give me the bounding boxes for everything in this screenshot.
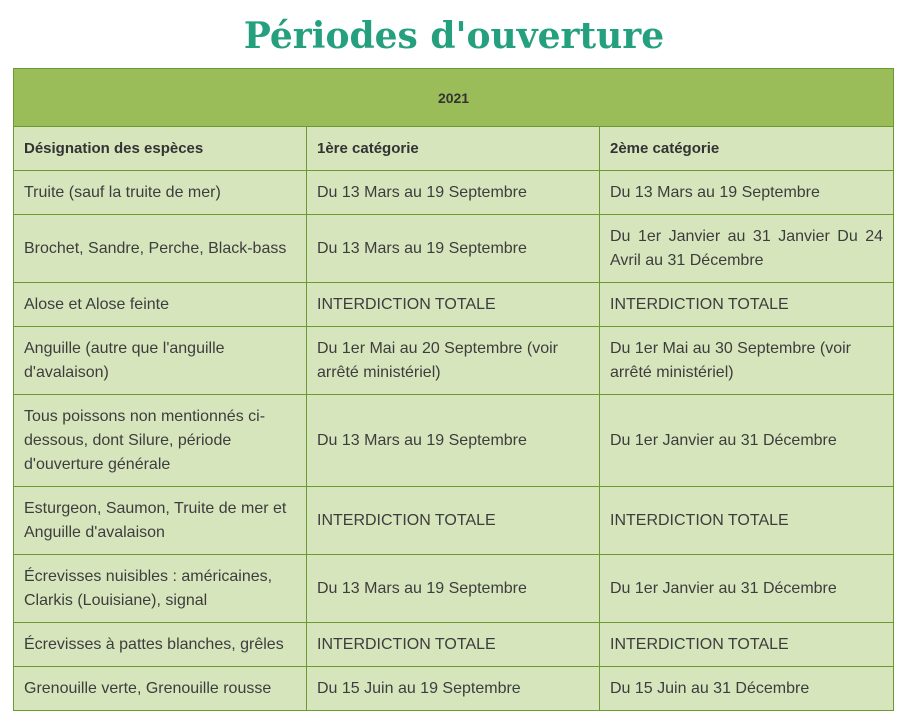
column-header-category-2: 2ème catégorie <box>600 127 894 171</box>
category-2-period-cell: Du 1er Janvier au 31 Janvier Du 24 Avril au 31 Décembre <box>600 215 894 283</box>
table-row <box>14 487 894 555</box>
category-2-period-cell: Du 1er Mai au 30 Septembre (voir arrêté ministériel) <box>600 327 894 395</box>
category-2-period-cell: Du 1er Janvier au 31 Décembre <box>600 395 894 487</box>
category-2-period-cell: INTERDICTION TOTALE <box>600 623 894 667</box>
species-cell: Anguille (autre que l'anguille d'avalaison) <box>14 327 307 395</box>
species-cell: Écrevisses à pattes blanches, grêles <box>14 623 307 667</box>
category-1-period-cell: Du 13 Mars au 19 Septembre <box>307 555 600 623</box>
species-cell: Tous poissons non mentionnés ci-dessous, dont Silure, période d'ouverture générale <box>14 395 307 487</box>
category-1-period-cell: INTERDICTION TOTALE <box>307 623 600 667</box>
category-2-period-cell: Du 13 Mars au 19 Septembre <box>600 171 894 215</box>
table-row <box>14 215 894 283</box>
column-header-species: Désignation des espèces <box>14 127 307 171</box>
species-cell: Grenouille verte, Grenouille rousse <box>14 667 307 711</box>
column-header-row <box>14 127 894 171</box>
column-header-category-1: 1ère catégorie <box>307 127 600 171</box>
category-1-period-cell: Du 15 Juin au 19 Septembre <box>307 667 600 711</box>
table-row <box>14 555 894 623</box>
table-row <box>14 667 894 711</box>
category-2-period-cell: INTERDICTION TOTALE <box>600 283 894 327</box>
category-2-period-cell: INTERDICTION TOTALE <box>600 487 894 555</box>
table-row <box>14 171 894 215</box>
year-header-cell: 2021 <box>14 69 894 127</box>
category-2-period-cell: Du 15 Juin au 31 Décembre <box>600 667 894 711</box>
opening-periods-table <box>13 68 894 711</box>
category-1-period-cell: INTERDICTION TOTALE <box>307 487 600 555</box>
species-cell: Truite (sauf la truite de mer) <box>14 171 307 215</box>
species-cell: Alose et Alose feinte <box>14 283 307 327</box>
category-1-period-cell: Du 13 Mars au 19 Septembre <box>307 171 600 215</box>
species-cell: Écrevisses nuisibles : américaines, Clarkis (Louisiane), signal <box>14 555 307 623</box>
table-row <box>14 395 894 487</box>
category-2-period-cell: Du 1er Janvier au 31 Décembre <box>600 555 894 623</box>
species-cell: Esturgeon, Saumon, Truite de mer et Anguille d'avalaison <box>14 487 307 555</box>
category-1-period-cell: Du 1er Mai au 20 Septembre (voir arrêté ministériel) <box>307 327 600 395</box>
category-1-period-cell: Du 13 Mars au 19 Septembre <box>307 215 600 283</box>
category-1-period-cell: Du 13 Mars au 19 Septembre <box>307 395 600 487</box>
table-row <box>14 327 894 395</box>
table-row <box>14 623 894 667</box>
species-cell: Brochet, Sandre, Perche, Black-bass <box>14 215 307 283</box>
year-header-row <box>14 69 894 127</box>
table-row <box>14 283 894 327</box>
category-1-period-cell: INTERDICTION TOTALE <box>307 283 600 327</box>
page-title: Périodes d'ouverture <box>243 15 665 57</box>
